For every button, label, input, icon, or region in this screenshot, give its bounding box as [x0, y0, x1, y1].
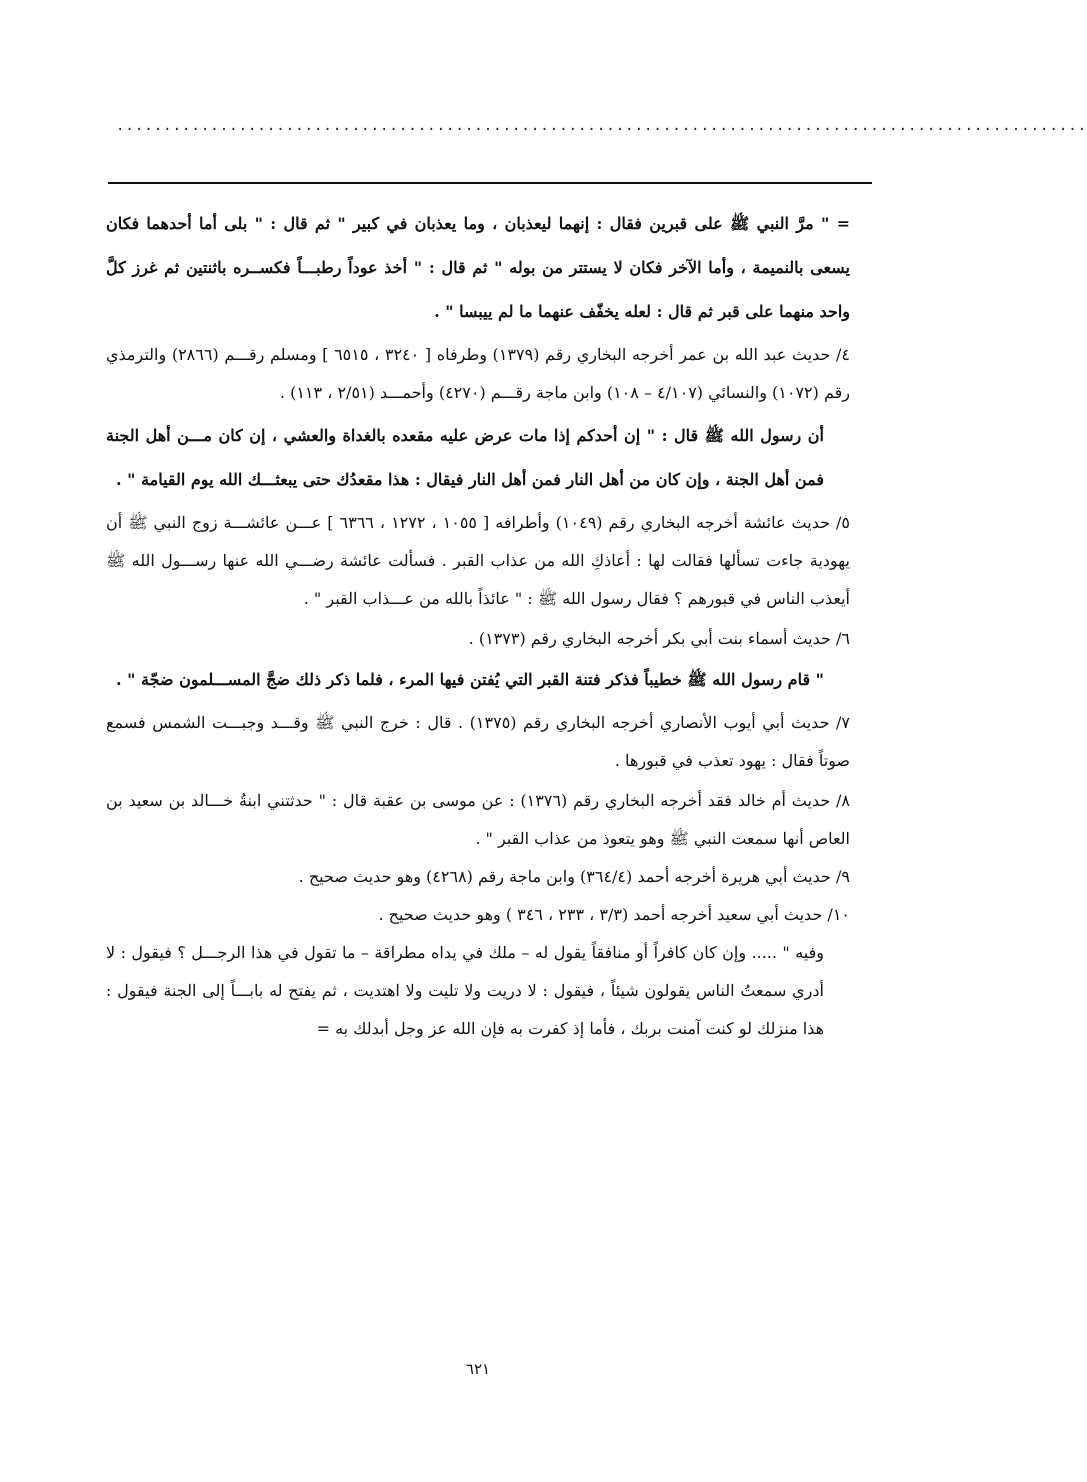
header-dotted-line: .......................................................................................................	[116, 118, 1087, 134]
hadith-text-3: " قام رسول الله ﷺ خطيباً فذكر فتنة القبر التي يُفتن فيها المرء ، فلما ذكر ذلك ضجَّ المســـلمون ضجّة " .	[115, 670, 824, 689]
hadith-text-1: = " مرَّ النبي ﷺ على قبرين فقال : إنهما ليعذبان ، وما يعذبان في كبير " ثم قال : " بلى أما أحدهما فكان يسعى بالنميمة ، وأما الآخر فكان لا يستتر من بوله " ثم قال : " أخذ عوداً رطبـــاً فكســره باثنتين ثم غرز كلَّ واحد منهما على قبر ثم قال : لعله يخفّف عنهما ما لم ييبسا " .	[106, 214, 850, 321]
footnote-10: ١٠/ حديث أبي سعيد أخرجه أحمد (٣/٣ ، ٢٣٣ ، ٣٤٦ ) وهو حديث صحيح .	[378, 905, 850, 924]
footnote-8: ٨/ حديث أم خالد فقد أخرجه البخاري رقم (١٣٧٦) : عن موسى بن عقبة قال : " حدثتني ابنةُ خـــالد بن سعيد بن العاص أنها سمعت النبي ﷺ وهو يتعوذ من عذاب القبر " .	[106, 791, 850, 848]
hadith-text-2: أن رسول الله ﷺ قال : " إن أحدكم إذا مات عرض عليه مقعده بالغداة والعشي ، إن كان مـــن أهل الجنة فمن أهل الجنة ، وإن كان من أهل النار فمن أهل النار فيقال : هذا مقعدُك حتى يبعثـــك الله يوم القيامة " .	[106, 426, 824, 489]
footnote-separator-rule	[108, 182, 872, 184]
footnote-9: ٩/ حديث أبي هريرة أخرجه أحمد (٣٦٤/٤) وابن ماجة رقم (٤٢٦٨) وهو حديث صحيح .	[298, 867, 850, 886]
footnote-5: ٥/ حديث عائشة أخرجه البخاري رقم (١٠٤٩) وأطرافه [ ١٠٥٥ ، ١٢٧٢ ، ٦٣٦٦ ] عـــن عائشـــة زوج النبي ﷺ أن يهودية جاءت تسألها فقالت لها : أعاذكِ الله من عذاب القبر . فسألت عائشة رضـــي الله عنها رســـول الله ﷺ أيعذب الناس في قبورهم ؟ فقال رسول الله ﷺ : " عائذاً بالله من عـــذاب القبر " .	[106, 513, 851, 608]
footnotes-body	[106, 202, 850, 1048]
page-number: ٦٢١	[465, 1360, 491, 1378]
footnote-6: ٦/ حديث أسماء بنت أبي بكر أخرجه البخاري رقم (١٣٧٣) .	[468, 629, 850, 648]
footnote-7: ٧/ حديث أبي أيوب الأنصاري أخرجه البخاري رقم (١٣٧٥) . قال : خرج النبي ﷺ وقـــد وجبـــت الشمس فسمع صوتاً فقال : يهود تعذب في قبورها .	[106, 713, 850, 770]
footnote-4: ٤/ حديث عبد الله بن عمر أخرجه البخاري رقم (١٣٧٩) وطرفاه [ ٣٢٤٠ ، ٦٥١٥ ] ومسلم رقـــم (٢٨٦٦) والترمذي رقم (١٠٧٢) والنسائي (٤/١٠٧ – ١٠٨) وابن ماجة رقـــم (٤٢٧٠) وأحمـــد (٢/٥١ ، ١١٣) .	[106, 345, 851, 402]
footnote-10-continuation: وفيه " ..... وإن كان كافراً أو منافقاً يقول له – ملك في يداه مطراقة – ما تقول في هذا الرجـــل ؟ فيقول : لا أدري سمعتُ الناس يقولون شيئاً ، فيقول : لا دريت ولا تليت ولا اهتديت ، ثم يفتح له بابـــاً إلى الجنة فيقول : هذا منزلك لو كنت آمنت بربك ، فأما إذ كفرت به فإن الله عز وجل أبدلك به =	[106, 943, 824, 1038]
